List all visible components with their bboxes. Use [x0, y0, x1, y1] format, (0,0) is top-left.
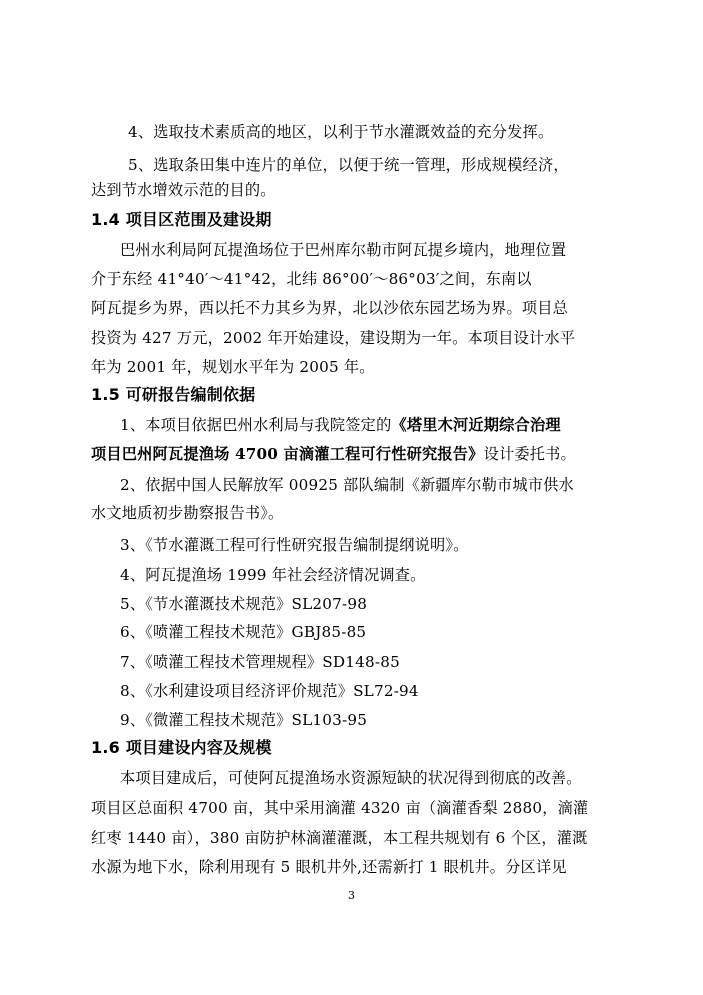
line-text: 1、本项目依据巴州水利局与我院签定的	[120, 416, 392, 434]
section-heading-1-6: 1.6 项目建设内容及规模	[91, 738, 272, 757]
list-item: 5、《节水灌溉技术规范》SL207-98	[120, 595, 368, 613]
paragraph-line: 巴州水利局阿瓦提渔场位于巴州库尔勒市阿瓦提乡境内，地理位置	[120, 241, 567, 259]
list-item: 6、《喷灌工程技术规范》GBJ85-85	[120, 623, 367, 641]
list-item: 7、《喷灌工程技术管理规程》SD148-85	[120, 653, 400, 671]
list-item: 4、阿瓦提渔场 1999 年社会经济情况调查。	[120, 566, 426, 584]
report-title-text: 《塔里木河近期综合治理	[391, 416, 561, 434]
paragraph-line: 4、选取技术素质高的地区，以利于节水灌溉效益的充分发挥。	[128, 123, 554, 141]
section-heading-1-4: 1.4 项目区范围及建设期	[91, 210, 272, 229]
paragraph-line	[120, 415, 561, 435]
list-item: 3、《节水灌溉工程可行性研究报告编制提纲说明》。	[120, 536, 469, 554]
paragraph-line: 投资为 427 万元，2002 年开始建设，建设期为一年。本项目设计水平	[91, 329, 576, 347]
paragraph-line: 年为 2001 年，规划水平年为 2005 年。	[91, 358, 375, 376]
line-text: 设计委托书。	[483, 445, 576, 463]
list-item: 8、《水利建设项目经济评价规范》SL72-94	[120, 682, 419, 700]
paragraph-line: 达到节水增效示范的目的。	[91, 181, 276, 199]
paragraph-line: 水源为地下水，除利用现有 5 眼机井外,还需新打 1 眼机井。分区详见	[91, 858, 567, 876]
page-number: 3	[348, 889, 355, 902]
paragraph-line: 项目区总面积 4700 亩，其中采用滴灌 4320 亩（滴灌香梨 2880，滴灌	[91, 799, 589, 817]
paragraph-line: 阿瓦提乡为界，西以托不力其乡为界，北以沙依东园艺场为界。项目总	[91, 299, 569, 317]
paragraph-line: 5、选取条田集中连片的单位，以便于统一管理，形成规模经济，	[128, 156, 569, 174]
paragraph-line: 水文地质初步勘察报告书》。	[91, 504, 284, 522]
paragraph-line: 红枣 1440 亩），380 亩防护林滴灌灌溉，本工程共规划有 6 个区，灌溉	[91, 829, 588, 847]
section-heading-1-5: 1.5 可研报告编制依据	[91, 385, 256, 404]
paragraph-line: 本项目建成后，可使阿瓦提渔场水资源短缺的状况得到彻底的改善。	[120, 769, 582, 787]
list-item: 9、《微灌工程技术规范》SL103-95	[120, 711, 368, 729]
report-title-text: 项目巴州阿瓦提渔场 4700 亩滴灌工程可行性研究报告》	[91, 445, 484, 463]
paragraph-line: 介于东经 41°40′～41°42，北纬 86°00′～86°03′之间，东南以	[91, 270, 532, 288]
paragraph-line	[91, 444, 576, 464]
paragraph-line: 2、依据中国人民解放军 00925 部队编制《新疆库尔勒市城市供水	[120, 476, 574, 494]
